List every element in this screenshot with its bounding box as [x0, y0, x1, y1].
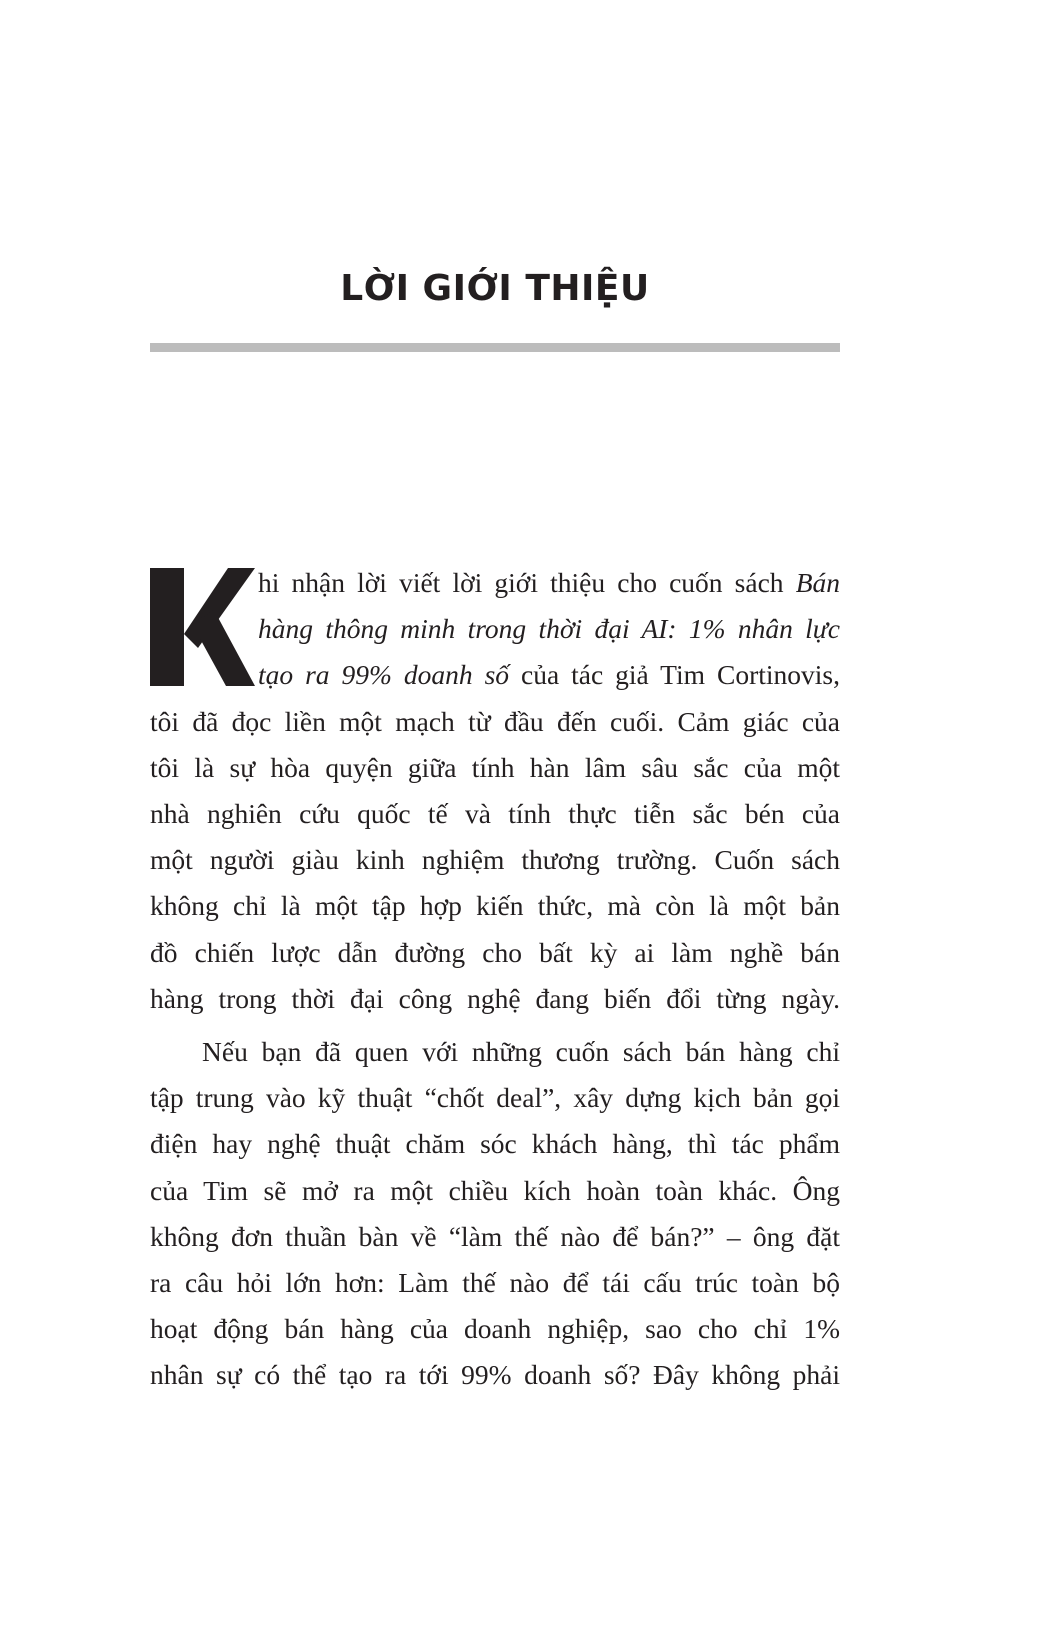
book-title-run: Bán — [795, 567, 840, 598]
text-line — [150, 652, 840, 698]
text-line: điện hay nghệ thuật chăm sóc khách hàng, thì tác phẩm — [150, 1128, 840, 1160]
title-divider — [150, 343, 840, 352]
text-line: nhà nghiên cứu quốc tế và tính thực tiễn sắc bén của — [150, 798, 840, 830]
text-line: hoạt động bán hàng của doanh nghiệp, sao cho chỉ 1% — [150, 1313, 840, 1345]
body-text — [150, 560, 840, 1399]
text-line: không đơn thuần bàn về “làm thế nào để bán?” – ông đặt — [150, 1220, 840, 1252]
text-run: hi nhận lời viết lời giới thiệu cho cuốn sách — [258, 567, 796, 598]
paragraph-gap — [150, 1022, 840, 1029]
text-line: đồ chiến lược dẫn đường cho bất kỳ ai làm nghề bán — [150, 936, 840, 968]
book-title-run: tạo ra 99% doanh số — [258, 659, 510, 691]
chapter-title: LỜI GIỚI THIỆU — [340, 268, 650, 309]
text-line: không chỉ là một tập hợp kiến thức, mà còn là một bản — [150, 890, 840, 922]
paragraph-1 — [150, 560, 840, 1022]
text-line: tôi là sự hòa quyện giữa tính hàn lâm sâu sắc của một — [150, 751, 840, 783]
text-line: Nếu bạn đã quen với những cuốn sách bán hàng chỉ — [202, 1036, 840, 1068]
text-line: tôi đã đọc liền một mạch từ đầu đến cuối. Cảm giác của — [150, 705, 840, 737]
text-line: một người giàu kinh nghiệm thương trường. Cuốn sách — [150, 844, 840, 876]
paragraph-2 — [150, 1029, 840, 1399]
text-line: tập trung vào kỹ thuật “chốt deal”, xây dựng kịch bản gọi — [150, 1082, 840, 1114]
text-line — [150, 560, 840, 606]
text-line: nhân sự có thể tạo ra tới 99% doanh số? Đây không phải — [150, 1359, 840, 1391]
text-line: của Tim sẽ mở ra một chiều kích hoàn toàn khác. Ông — [150, 1174, 840, 1206]
text-line: ra câu hỏi lớn hơn: Làm thế nào để tái cấu trúc toàn bộ — [150, 1267, 840, 1299]
book-title-run: hàng thông minh trong thời đại AI: 1% nhân lực — [258, 613, 840, 645]
text-line — [150, 606, 840, 652]
text-run: của tác giả Tim Cortinovis, — [509, 659, 840, 691]
text-line: hàng trong thời đại công nghệ đang biến đổi từng ngày. — [150, 982, 840, 1014]
